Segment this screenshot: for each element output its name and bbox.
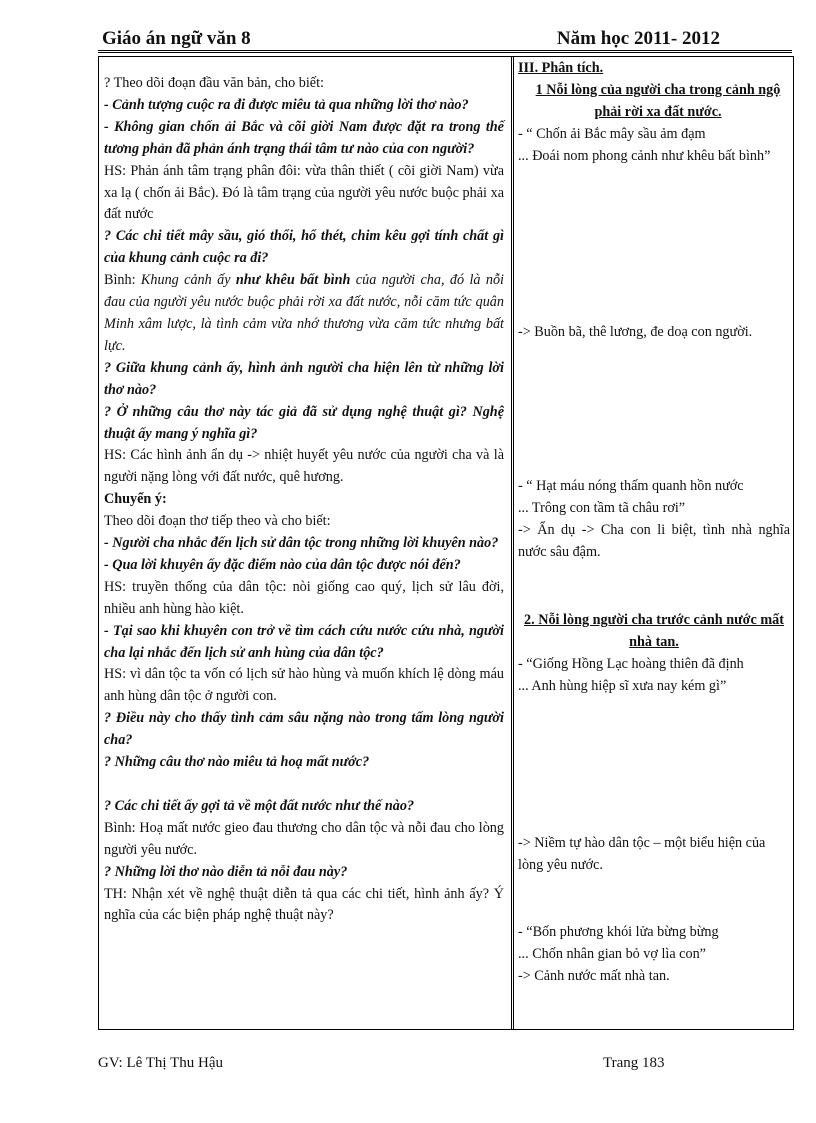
question: ? Những lời thơ nào diễn tả nỗi đau này? [104,863,348,880]
header-title: Giáo án ngữ văn 8 [102,28,251,49]
header-rule [98,50,792,53]
question: ? Ở những câu thơ này tác giả đã sử dụng nghệ thuật gì? Nghệ thuật ấy mang ý nghĩa gì? [104,403,504,442]
quote-line: ... Đoái nom phong cảnh như khêu bất bình” [518,148,771,164]
quote-line: ... Anh hùng hiệp sĩ xưa nay kém gì” [518,678,727,694]
result-2: -> Ẩn dụ -> Cha con li biệt, tình nhà nghĩa nước sâu đậm. [518,522,790,560]
result-1: -> Buồn bã, thê lương, đe doạ con người. [518,324,753,340]
quote-line: - “ Chốn ải Bắc mây sầu ảm đạm [518,126,706,142]
answer: HS: truyền thống của dân tộc: nòi giống cao quý, lịch sử lâu đời, nhiều anh hùng hào kiệt. [104,578,504,617]
question: - Không gian chốn ải Bắc và cõi giời Nam được đặt ra trong thế tương phản đã phản ánh trạng thái tâm tư nào của con người? [104,118,504,157]
question: ? Theo dõi đoạn đầu văn bản, cho biết: [104,75,324,91]
label: Bình: [104,272,136,289]
spacer [104,774,504,796]
result-3: -> Niềm tự hào dân tộc – một biểu hiện của lòng yêu nước. [518,835,766,873]
quote-block-4 [518,921,790,987]
question: ? Giữa khung cảnh ấy, hình ảnh người cha hiện lên từ những lời thơ nào? [104,359,504,398]
quote-line: ... Chốn nhân gian bỏ vợ lìa con” [518,946,706,962]
quote-line: - “Bốn phương khói lửa bừng bừng [518,924,719,940]
analysis-heading-block [518,57,790,167]
answer: HS: Các hình ảnh ẩn dụ -> nhiệt huyết yêu nước của người cha và là người nặng lòng với đất nước, quê hương. [104,447,504,486]
result-4: -> Cảnh nước mất nhà tan. [518,968,670,984]
question: - Qua lời khuyên ấy đặc điểm nào của dân tộc được nói đến? [104,556,461,573]
subsection-title-1: 1 Nỗi lòng của người cha trong cảnh ngộ phải rời xa đất nước. [535,82,781,120]
question: ? Các chi tiết ấy gợi tả về một đất nước như thế nào? [104,797,415,814]
commentary: Bình: Hoạ mất nước gieo đau thương cho dân tộc và nỗi đau cho lòng người yêu nước. [104,819,504,858]
teacher-name: GV: Lê Thị Thu Hậu [98,1055,223,1071]
question: ? Các chi tiết mây sầu, gió thổi, hổ thét, chim kêu gợi tính chất gì của khung cảnh cuộc ra đi? [104,228,504,267]
instruction: Theo dõi đoạn thơ tiếp theo và cho biết: [104,513,331,530]
question: - Người cha nhắc đến lịch sử dân tộc trong những lời khuyên nào? [104,535,499,552]
left-column [104,73,504,927]
quote-line: - “Giống Hồng Lạc hoàng thiên đã định [518,656,744,672]
quote-line: ... Trông con tầm tã châu rơi” [518,500,686,516]
question: ? Những câu thơ nào miêu tả hoạ mất nước? [104,754,370,771]
column-divider [511,57,514,1029]
section-title: III. Phân tích. [518,60,604,76]
answer: HS: Phản ánh tâm trạng phân đôi: vừa thân thiết ( cõi giời Nam) vừa xa lạ ( chốn ải Bắc). Đó là tâm trạng của người yêu nước buộc phải xa đất nước [104,162,504,223]
header-school-year: Năm học 2011- 2012 [556,28,720,49]
question: - Tại sao khi khuyên con trở về tìm cách cứu nước cứu nhà, người cha lại nhắc đến lịch sử anh hùng của dân tộc? [104,622,504,661]
question: - Cảnh tượng cuộc ra đi được miêu tả qua những lời thơ nào? [104,96,469,113]
lesson-table [98,56,794,1030]
page-header [98,28,792,52]
question: ? Điều này cho thấy tình cảm sâu nặng nào trong tấm lòng người cha? [104,710,504,749]
commentary: Bình: Khung cảnh ấy như khêu bất bình của người cha, đó là nỗi đau của người yêu nước buộc phải rời xa đất nước, nỗi căm tức quân Minh xâm lược, là tình cảm vừa nhớ thương vừa căm tức nhưng bất lực. [104,272,505,354]
quote-block-3 [518,609,790,697]
task: TH: Nhận xét về nghệ thuật diễn tả qua các chi tiết, hình ảnh ấy? Ý nghĩa của các biện pháp nghệ thuật này? [104,885,504,924]
page-number: Trang 183 [603,1055,665,1071]
quote-line: - “ Hạt máu nóng thấm quanh hồn nước [518,478,744,494]
transition-label: Chuyển ý: [104,491,167,508]
quote-block-2 [518,475,790,563]
subsection-title-2: 2. Nỗi lòng người cha trước cảnh nước mất nhà tan. [524,612,784,650]
answer: HS: vì dân tộc ta vốn có lịch sử hào hùng và muốn khích lệ dòng máu anh hùng dân tộc ở người con. [104,666,504,705]
